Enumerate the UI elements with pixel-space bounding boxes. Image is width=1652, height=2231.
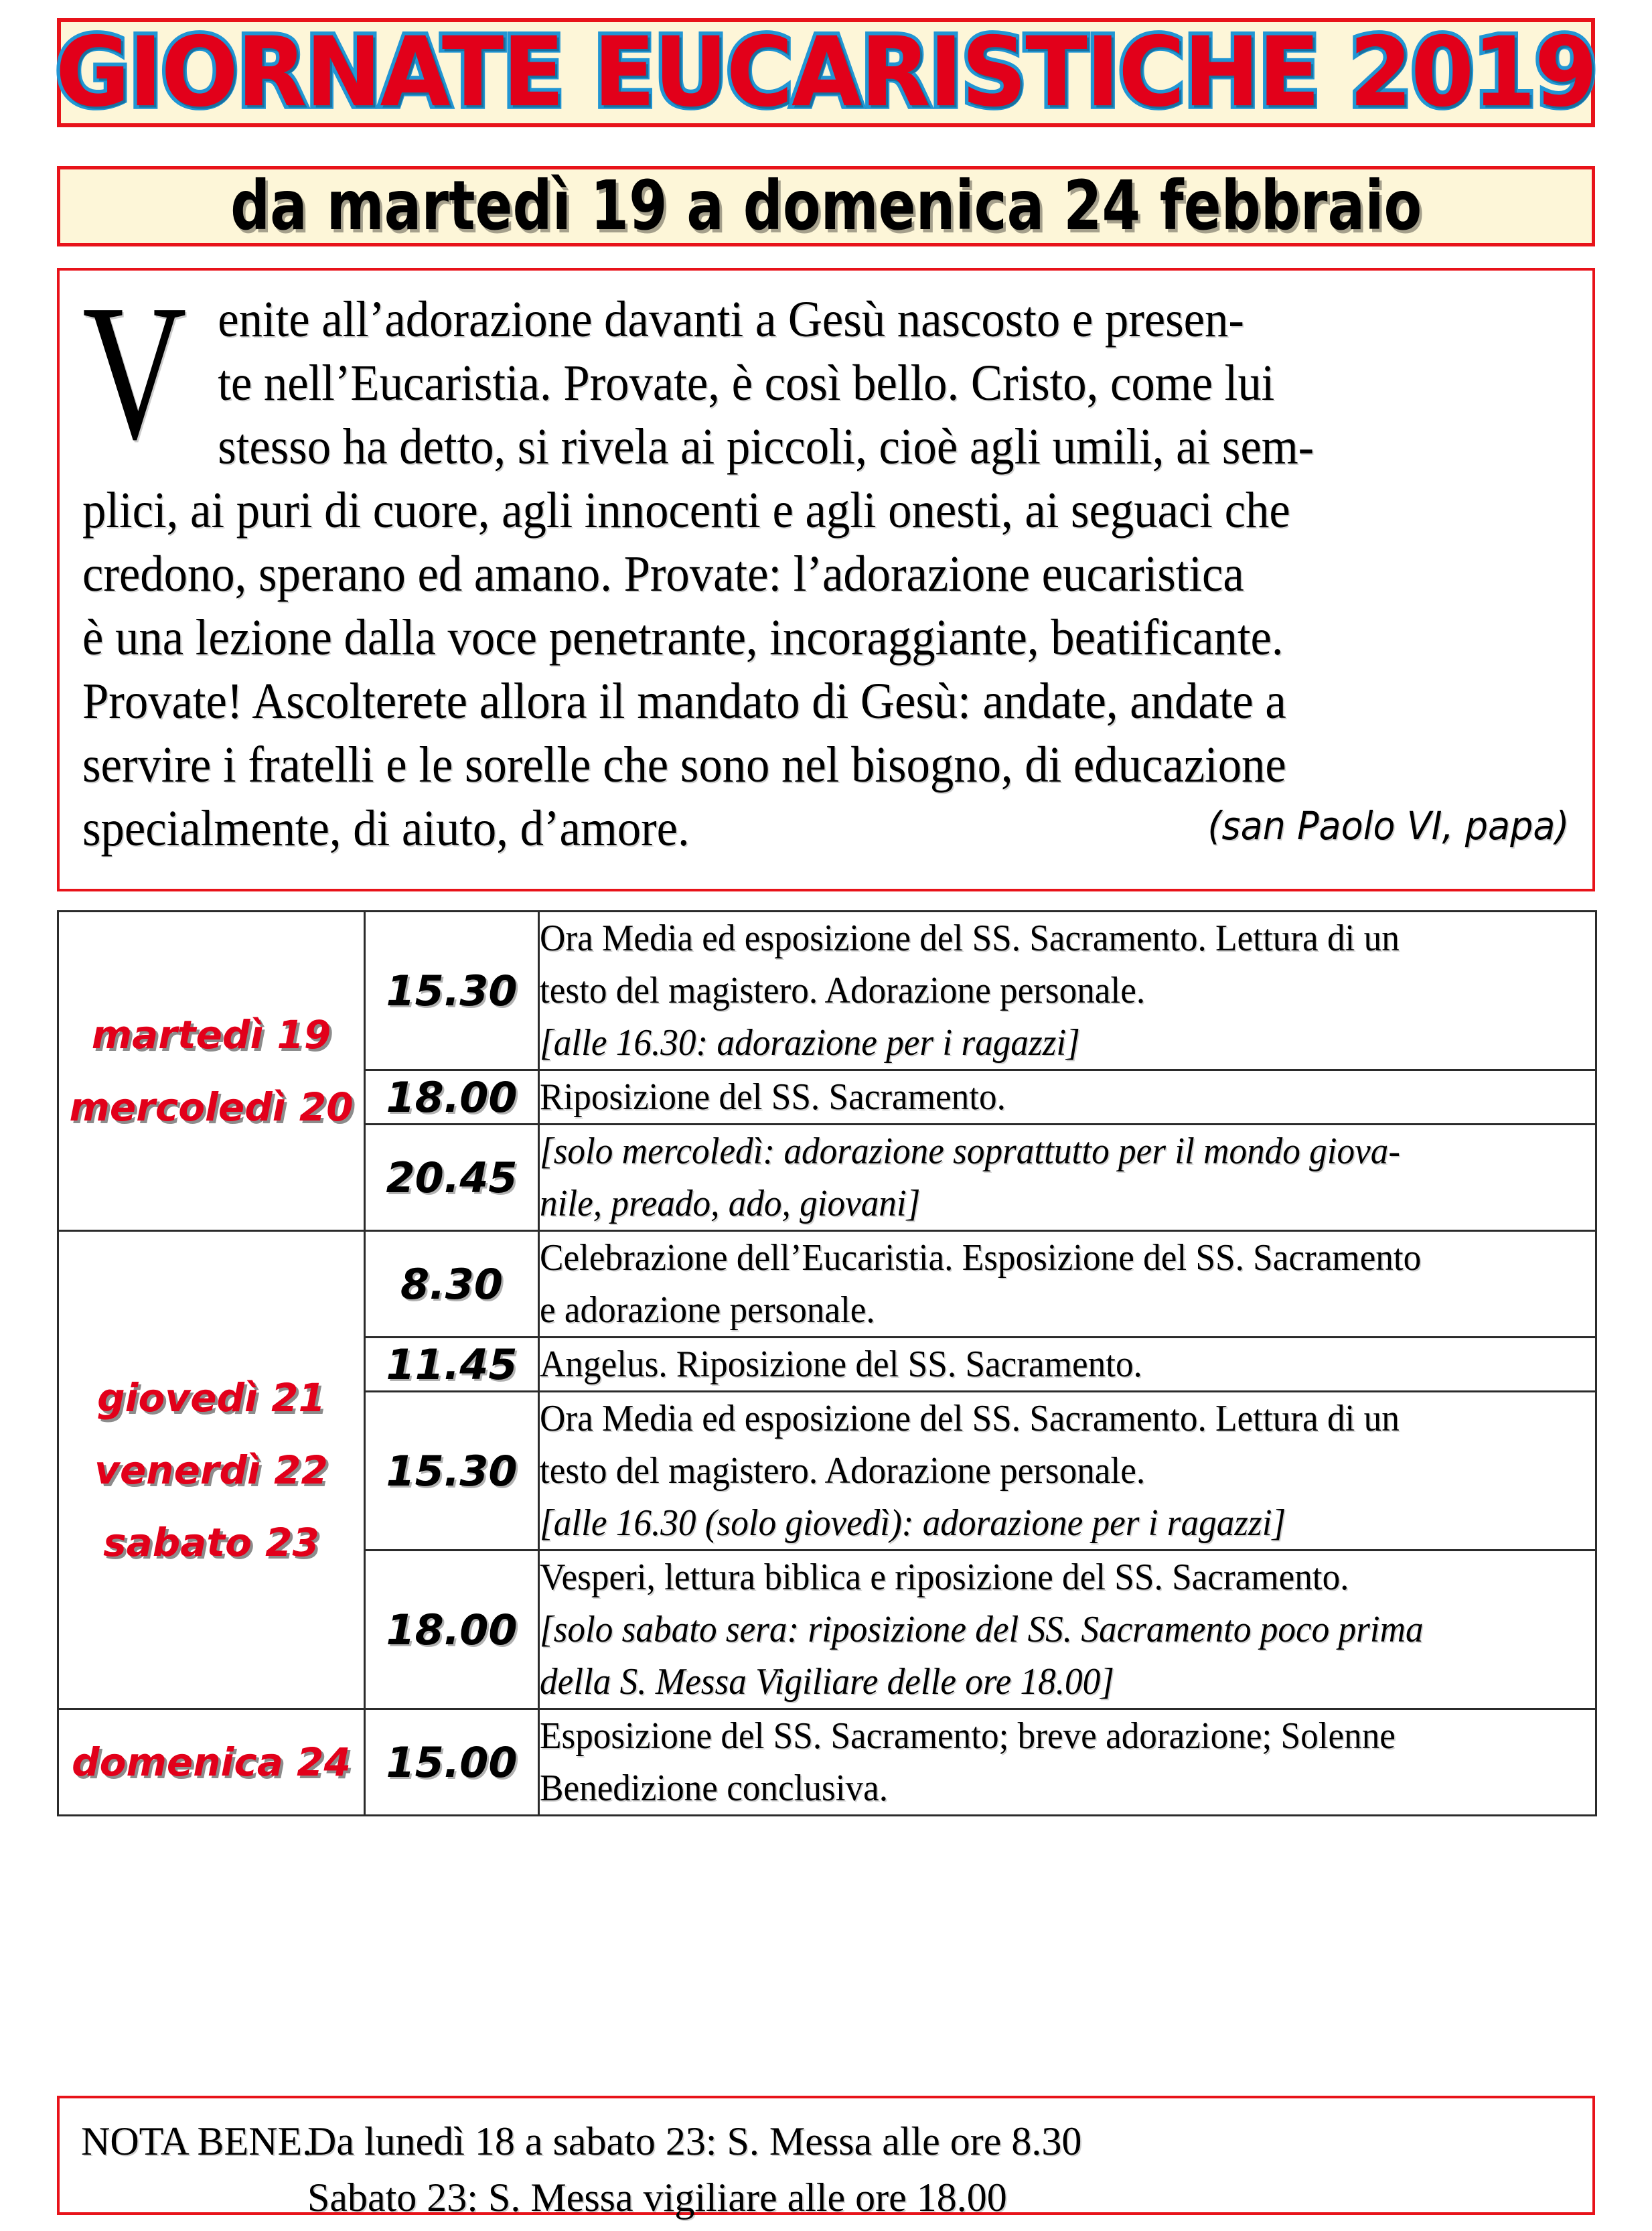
schedule-description: [539, 1070, 1596, 1125]
poster-title: GIORNATE EUCARISTICHE 2019: [56, 16, 1596, 129]
desc-line: Vesperi, lettura biblica e riposizione del SS. Sacramento.: [540, 1557, 1349, 1598]
schedule-description: [539, 1338, 1596, 1392]
day-label: venerdì 22: [94, 1447, 328, 1493]
desc-line: Esposizione del SS. Sacramento; breve adorazione; Solenne: [540, 1715, 1396, 1757]
desc-line-note: [solo mercoledì: adorazione soprattutto per il mondo giova-: [540, 1131, 1401, 1172]
desc-line: e adorazione personale.: [540, 1289, 875, 1331]
nota-bene-text: Sabato 23: S. Messa vigiliare alle ore 18.00: [307, 2175, 1007, 2220]
quote-line: servire i fratelli e le sorelle che sono nel bisogno, di educazione: [82, 737, 1286, 793]
nota-bene-text: Da lunedì 18 a sabato 23: S. Messa alle ore 8.30: [307, 2119, 1082, 2163]
quote-line: credono, sperano ed amano. Provate: l’adorazione eucaristica: [82, 546, 1244, 602]
desc-line: Benedizione conclusiva.: [540, 1768, 889, 1809]
schedule-time: 20.45: [365, 1125, 539, 1231]
table-row: [58, 912, 1596, 1070]
schedule-time: 18.00: [365, 1070, 539, 1125]
desc-line-note: nile, preado, ado, giovani]: [540, 1183, 921, 1224]
quote-line: è una lezione dalla voce penetrante, incoraggiante, beatificante.: [82, 609, 1284, 666]
day-label: domenica 24: [72, 1739, 351, 1785]
schedule-time: 11.45: [365, 1338, 539, 1392]
table-row: [58, 1231, 1596, 1338]
quote-dropcap: V: [82, 265, 187, 480]
schedule-description: [539, 1551, 1596, 1709]
desc-line: Riposizione del SS. Sacramento.: [540, 1076, 1006, 1118]
desc-line: Angelus. Riposizione del SS. Sacramento.: [540, 1344, 1142, 1385]
quote-line: enite all’adorazione davanti a Gesù nascosto e presen-: [218, 291, 1244, 348]
day-label: giovedì 21: [97, 1374, 325, 1421]
subtitle-banner: [57, 166, 1595, 246]
desc-line-note: [solo sabato sera: riposizione del SS. Sacramento poco prima: [540, 1609, 1424, 1650]
schedule-time: 15.00: [365, 1709, 539, 1816]
desc-line-note: della S. Messa Vigiliare delle ore 18.00]: [540, 1661, 1114, 1703]
nota-bene-label: NOTA BENE.: [81, 2119, 313, 2163]
schedule-day-cell: [58, 912, 365, 1231]
day-label: martedì 19: [91, 1012, 331, 1058]
quote-line: plici, ai puri di cuore, agli innocenti e agli onesti, ai seguaci che: [82, 482, 1290, 538]
schedule-time: 15.30: [365, 1392, 539, 1551]
day-label: sabato 23: [103, 1519, 319, 1565]
schedule-table: [57, 910, 1597, 1816]
quote-attribution: (san Paolo VI, papa): [1207, 803, 1570, 849]
quote-line: stesso ha detto, si rivela ai piccoli, cioè agli umili, ai sem-: [218, 419, 1315, 475]
quote-line-text: specialmente, di aiuto, d’amore.: [82, 800, 690, 857]
nota-bene-second-line: [60, 2169, 1592, 2226]
desc-line: testo del magistero. Adorazione personale.: [540, 1450, 1146, 1492]
schedule-day-cell: [58, 1231, 365, 1709]
desc-line: Ora Media ed esposizione del SS. Sacramento. Lettura di un: [540, 1398, 1400, 1439]
desc-line: Celebrazione dell’Eucaristia. Esposizione del SS. Sacramento: [540, 1237, 1422, 1279]
desc-line: Ora Media ed esposizione del SS. Sacramento. Lettura di un: [540, 918, 1400, 959]
schedule-time: 15.30: [365, 912, 539, 1070]
table-row: [58, 1709, 1596, 1816]
nota-bene-first-line: [60, 2113, 1592, 2169]
schedule-description: [539, 1125, 1596, 1231]
nota-bene-panel: [57, 2096, 1595, 2220]
desc-line-note: [alle 16.30 (solo giovedì): adorazione per i ragazzi]: [540, 1502, 1286, 1544]
schedule-description: [539, 1709, 1596, 1816]
title-banner: [57, 18, 1595, 127]
schedule-description: [539, 1392, 1596, 1551]
quote-line: Provate! Ascolterete allora il mandato di Gesù: andate, andate a: [82, 673, 1286, 729]
schedule-time: 8.30: [365, 1231, 539, 1338]
quote-line: te nell’Eucaristia. Provate, è così bello. Cristo, come lui: [218, 355, 1275, 411]
schedule-time: 18.00: [365, 1551, 539, 1709]
desc-line-note: [alle 16.30: adorazione per i ragazzi]: [540, 1022, 1080, 1064]
schedule-description: [539, 912, 1596, 1070]
schedule-day-cell: [58, 1709, 365, 1816]
desc-line: testo del magistero. Adorazione personale.: [540, 970, 1146, 1011]
day-label: mercoledì 20: [69, 1084, 354, 1130]
quote-panel: [57, 265, 1595, 891]
quote-line: [82, 797, 1569, 861]
schedule-description: [539, 1231, 1596, 1338]
quote-text: [82, 265, 1570, 861]
poster-subtitle: da martedì 19 a domenica 24 febbraio: [230, 167, 1422, 246]
